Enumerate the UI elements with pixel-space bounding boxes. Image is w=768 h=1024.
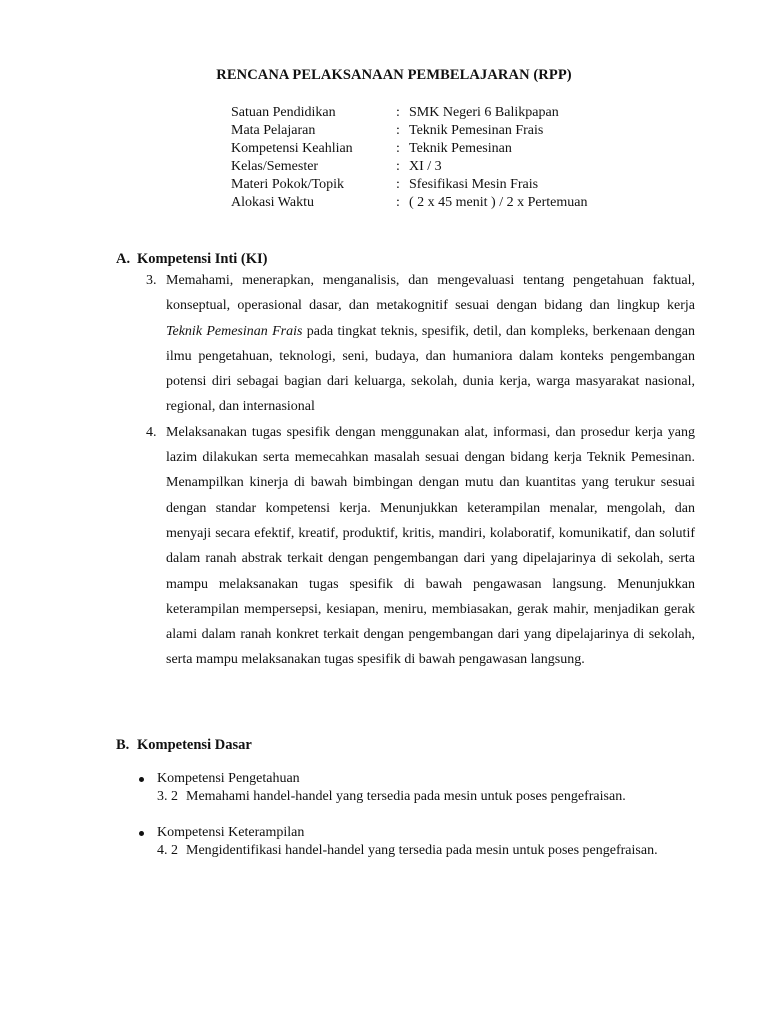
- kd-text: Memahami handel-handel yang tersedia pada mesin untuk poses pengefraisan.: [186, 789, 626, 804]
- identity-label: Kelas/Semester: [231, 159, 319, 174]
- ki-item: [148, 420, 695, 673]
- identity-colon: :: [396, 195, 400, 210]
- identity-colon: :: [396, 159, 400, 174]
- identity-value: XI / 3: [409, 159, 442, 174]
- ki-text: Melaksanakan tugas spesifik dengan menggunakan alat, informasi, dan prosedur kerja yang lazim dilakukan serta memecahkan masalah sesuai dengan bidang kerja Teknik Pemesinan. Menampilkan kinerja di bawah bimbingan dengan mutu dan kuantitas yang terukur sesuai dengan standar kompetensi kerja. Menunjukkan keterampilan menalar, mengolah, dan menyaji secara efektif, kreatif, produktif, kritis, mandiri, kolaboratif, komunikatif, dan solutif dalam ranah abstrak terkait dengan pengembangan dari yang dipelajarinya di sekolah, serta mampu melaksanakan tugas spesifik di bawah pengawasan langsung. Menunjukkan keterampilan mempersepsi, kesiapan, meniru, membiasakan, gerak mahir, menjadikan gerak alami dalam ranah konkret terkait dengan pengembangan dari yang dipelajarinya di sekolah, serta mampu melaksanakan tugas spesifik di bawah pengawasan langsung.: [166, 424, 695, 668]
- identity-row: [231, 194, 587, 212]
- section-letter: B.: [116, 737, 130, 753]
- document-title: RENCANA PELAKSANAAN PEMBELAJARAN (RPP): [216, 67, 572, 83]
- ki-text: Memahami, menerapkan, menganalisis, dan mengevaluasi tentang pengetahuan faktual, konseptual, operasional dasar, dan metakognitif sesuai dengan bidang dan lingkup kerja: [166, 273, 695, 314]
- identity-label: Kompetensi Keahlian: [231, 141, 353, 156]
- kd-number: 3. 2: [157, 789, 178, 804]
- kd-group: [138, 824, 708, 860]
- section-b-heading: [116, 737, 252, 754]
- identity-colon: :: [396, 123, 400, 138]
- kd-item: [138, 842, 708, 860]
- kd-number: 4. 2: [157, 843, 178, 858]
- kd-item: [138, 788, 708, 806]
- identity-label: Mata Pelajaran: [231, 123, 316, 138]
- identity-row: [231, 140, 587, 158]
- ki-list: [148, 268, 695, 673]
- kd-group: [138, 770, 708, 806]
- identity-value: Teknik Pemesinan Frais: [409, 123, 544, 138]
- identity-row: [231, 104, 587, 122]
- identity-row: [231, 176, 587, 194]
- identity-row: [231, 158, 587, 176]
- kd-bullet: Kompetensi Pengetahuan: [138, 770, 708, 788]
- identity-label: Alokasi Waktu: [231, 195, 314, 210]
- ki-item: [148, 268, 695, 420]
- ki-number: 3.: [146, 273, 157, 288]
- kd-text: Mengidentifikasi handel-handel yang tersedia pada mesin untuk poses pengefraisan.: [186, 843, 658, 858]
- section-letter: A.: [116, 251, 131, 267]
- identity-value: SMK Negeri 6 Balikpapan: [409, 105, 559, 120]
- identity-colon: :: [396, 177, 400, 192]
- identity-table: [231, 104, 587, 212]
- identity-value: ( 2 x 45 menit ) / 2 x Pertemuan: [409, 195, 588, 210]
- identity-value: Teknik Pemesinan: [409, 141, 512, 156]
- section-title: Kompetensi Dasar: [137, 737, 252, 753]
- ki-number: 4.: [146, 424, 157, 440]
- section-title: Kompetensi Inti (KI): [137, 251, 268, 267]
- ki-text-italic: Teknik Pemesinan Frais: [166, 323, 303, 339]
- identity-row: [231, 122, 587, 140]
- identity-label: Materi Pokok/Topik: [231, 177, 344, 192]
- identity-value: Sfesifikasi Mesin Frais: [409, 177, 539, 192]
- section-a-heading: [116, 251, 268, 268]
- ki-text: pada tingkat teknis, spesifik, detil, dan kompleks, berkenaan dengan ilmu pengetahuan, teknologi, seni, budaya, dan humaniora dalam konteks pengembangan potensi diri sebagai bagian dari keluarga, sekolah, dunia kerja, warga masyarakat nasional, regional, dan internasional: [166, 323, 695, 415]
- kd-bullet: Kompetensi Keterampilan: [138, 824, 708, 842]
- identity-colon: :: [396, 141, 400, 156]
- identity-label: Satuan Pendidikan: [231, 105, 336, 120]
- identity-colon: :: [396, 105, 400, 120]
